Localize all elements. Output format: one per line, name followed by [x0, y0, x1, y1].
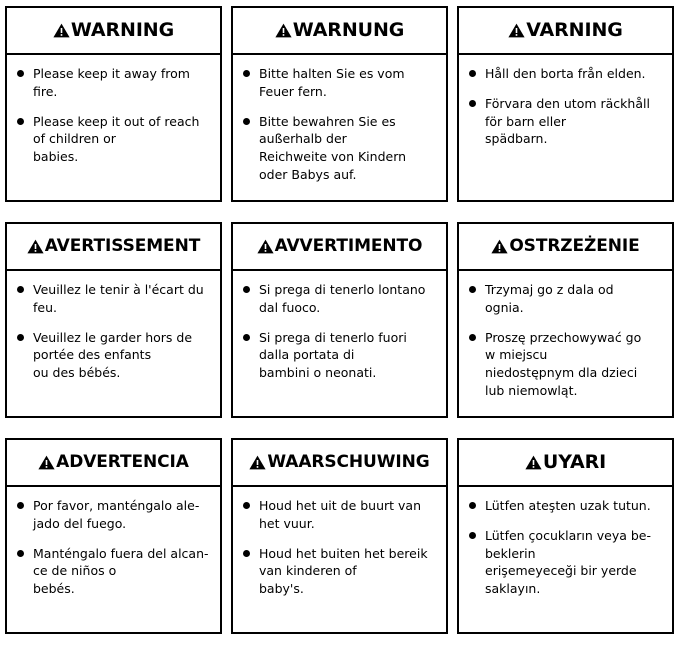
warning-bullet-item — [242, 113, 438, 184]
warning-bullet-list — [468, 281, 664, 400]
warning-bullet-item — [468, 281, 664, 317]
warning-bullet-line: dal fuoco. — [259, 299, 321, 315]
warning-bullet-line: Veuillez le garder hors de — [33, 329, 193, 345]
warning-card-title: VARNING — [526, 19, 623, 41]
warning-bullet-line: Houd het uit de buurt van — [259, 498, 422, 513]
warning-bullet-list — [16, 281, 212, 382]
warning-bullet-list — [242, 281, 438, 382]
warning-bullet-line: jado del fuego. — [33, 515, 127, 531]
warning-card — [5, 6, 222, 202]
warning-card-title: AVVERTIMENTO — [274, 236, 423, 256]
warning-bullet-line: Reichweite von Kindern — [259, 149, 407, 164]
warning-bullet-item — [468, 527, 664, 598]
warning-card-header — [233, 224, 446, 271]
warning-bullet-line: portée des enfants — [33, 347, 152, 363]
warning-bullet-item — [16, 545, 212, 598]
warning-card-header — [459, 224, 672, 271]
warning-card-body — [459, 271, 672, 416]
warning-bullet-item — [16, 497, 212, 533]
warning-bullet-item — [468, 329, 664, 400]
warning-bullet-line: Please keep it away from — [33, 66, 190, 81]
warning-bullet-line: lub niemowląt. — [485, 382, 578, 398]
warning-card — [5, 438, 222, 634]
warning-title-group — [275, 21, 405, 40]
warning-bullet-item — [242, 65, 438, 101]
warning-bullet-line: Trzymaj go z dala od — [485, 282, 614, 297]
warning-card — [457, 222, 674, 418]
warning-bullet-line: fire. — [33, 83, 58, 99]
warning-triangle-icon — [257, 239, 274, 254]
warning-bullet-list — [242, 65, 438, 184]
warning-bullet-list — [468, 497, 664, 598]
warning-bullet-line: Si prega di tenerlo lontano — [259, 282, 426, 297]
warning-bullet-line: beklerin — [485, 545, 536, 561]
warning-title-group — [257, 238, 423, 255]
warning-card — [231, 438, 448, 634]
warning-card-title: WARNUNG — [292, 19, 405, 41]
warning-bullet-list — [242, 497, 438, 598]
warning-card-header — [233, 8, 446, 55]
warning-card-title: UYARI — [542, 451, 607, 473]
warning-bullet-item — [242, 545, 438, 598]
warning-bullet-item — [468, 497, 664, 515]
warning-card-title: OSTRZEŻENIE — [509, 236, 640, 256]
warning-bullet-line: Bitte bewahren Sie es — [259, 113, 396, 129]
warning-triangle-icon — [27, 239, 44, 254]
warning-bullet-item — [16, 281, 212, 317]
warning-bullet-line: ce de niños o — [33, 563, 117, 579]
warning-card-body — [233, 487, 446, 632]
warning-bullet-line: Please keep it out of reach — [33, 113, 200, 129]
warning-bullet-line: Si prega di tenerlo fuori — [259, 329, 407, 345]
warning-bullet-line: Förvara den utom räckhåll — [485, 95, 650, 111]
warning-card-title: WAARSCHUWING — [267, 452, 430, 472]
warning-bullet-line: Manténgalo fuera del alcan- — [33, 545, 209, 561]
warning-card-body — [459, 55, 672, 200]
warning-bullet-line: außerhalb der — [259, 131, 347, 147]
warning-triangle-icon — [53, 23, 70, 38]
warning-card-body — [233, 271, 446, 416]
warning-bullet-line: spädbarn. — [485, 131, 548, 147]
warning-bullet-item — [468, 95, 664, 148]
warning-card-grid — [5, 6, 674, 634]
warning-bullet-item — [242, 281, 438, 317]
warning-triangle-icon — [491, 239, 508, 254]
warning-bullet-line: Lütfen ateşten uzak tutun. — [485, 498, 651, 513]
warning-bullet-line: of children or — [33, 131, 116, 147]
warning-bullet-line: bebés. — [33, 581, 75, 596]
warning-bullet-line: Lütfen çocukların veya be- — [485, 527, 652, 543]
warning-card-title: WARNING — [70, 19, 175, 41]
warning-bullet-line: van kinderen of — [259, 563, 357, 579]
warning-bullet-item — [468, 65, 664, 83]
warning-bullet-item — [16, 329, 212, 382]
warning-title-group — [38, 454, 189, 471]
warning-card-title: AVERTISSEMENT — [44, 236, 201, 256]
warning-bullet-list — [16, 65, 212, 166]
warning-bullet-line: feu. — [33, 299, 57, 315]
warning-card-header — [7, 224, 220, 271]
warning-title-group — [525, 453, 606, 472]
warning-bullet-list — [16, 497, 212, 598]
warning-bullet-line: för barn eller — [485, 113, 567, 129]
warning-card-body — [7, 271, 220, 416]
warning-card — [231, 222, 448, 418]
warning-bullet-line: Proszę przechowywać go — [485, 329, 642, 345]
warning-bullet-list — [468, 65, 664, 148]
warning-triangle-icon — [508, 23, 525, 38]
warning-bullet-line: Por favor, manténgalo ale- — [33, 498, 200, 513]
warning-triangle-icon — [525, 455, 542, 470]
warning-card — [231, 6, 448, 202]
warning-bullet-line: w miejscu — [485, 347, 548, 363]
warning-title-group — [508, 21, 623, 40]
warning-bullet-item — [16, 65, 212, 101]
warning-bullet-line: dalla portata di — [259, 347, 355, 363]
warning-card — [457, 438, 674, 634]
warning-card-header — [233, 440, 446, 487]
warning-bullet-line: Feuer fern. — [259, 83, 327, 99]
warning-bullet-line: oder Babys auf. — [259, 166, 357, 182]
warning-card-body — [459, 487, 672, 632]
warning-bullet-line: ognia. — [485, 299, 524, 315]
warning-card-header — [459, 8, 672, 55]
warning-triangle-icon — [275, 23, 292, 38]
warning-title-group — [27, 238, 200, 255]
warning-card-title: ADVERTENCIA — [56, 452, 189, 472]
warning-bullet-line: babies. — [33, 149, 79, 164]
warning-bullet-item — [242, 497, 438, 533]
warning-card-header — [7, 8, 220, 55]
warning-card-body — [233, 55, 446, 200]
warning-card-body — [7, 55, 220, 200]
warning-bullet-line: saklayın. — [485, 581, 541, 596]
warning-bullet-line: het vuur. — [259, 515, 315, 531]
warning-bullet-line: Bitte halten Sie es vom — [259, 66, 405, 81]
warning-title-group — [491, 238, 639, 255]
warning-bullet-line: Veuillez le tenir à l'écart du — [33, 282, 204, 297]
warning-bullet-line: ou des bébés. — [33, 365, 121, 380]
warning-bullet-item — [242, 329, 438, 382]
warning-bullet-line: Håll den borta från elden. — [485, 66, 646, 81]
warning-title-group — [249, 454, 429, 471]
warning-triangle-icon — [38, 455, 55, 470]
warning-card-body — [7, 487, 220, 632]
warning-card — [457, 6, 674, 202]
warning-bullet-line: baby's. — [259, 581, 304, 596]
warning-triangle-icon — [249, 455, 266, 470]
warning-card-header — [459, 440, 672, 487]
warning-bullet-line: erişemeyeceği bir yerde — [485, 563, 637, 579]
warning-bullet-line: Houd het buiten het bereik — [259, 545, 428, 561]
warning-card-header — [7, 440, 220, 487]
warning-bullet-line: bambini o neonati. — [259, 365, 377, 380]
warning-card — [5, 222, 222, 418]
warning-bullet-item — [16, 113, 212, 166]
warning-title-group — [53, 21, 174, 40]
warning-bullet-line: niedostępnym dla dzieci — [485, 365, 638, 380]
